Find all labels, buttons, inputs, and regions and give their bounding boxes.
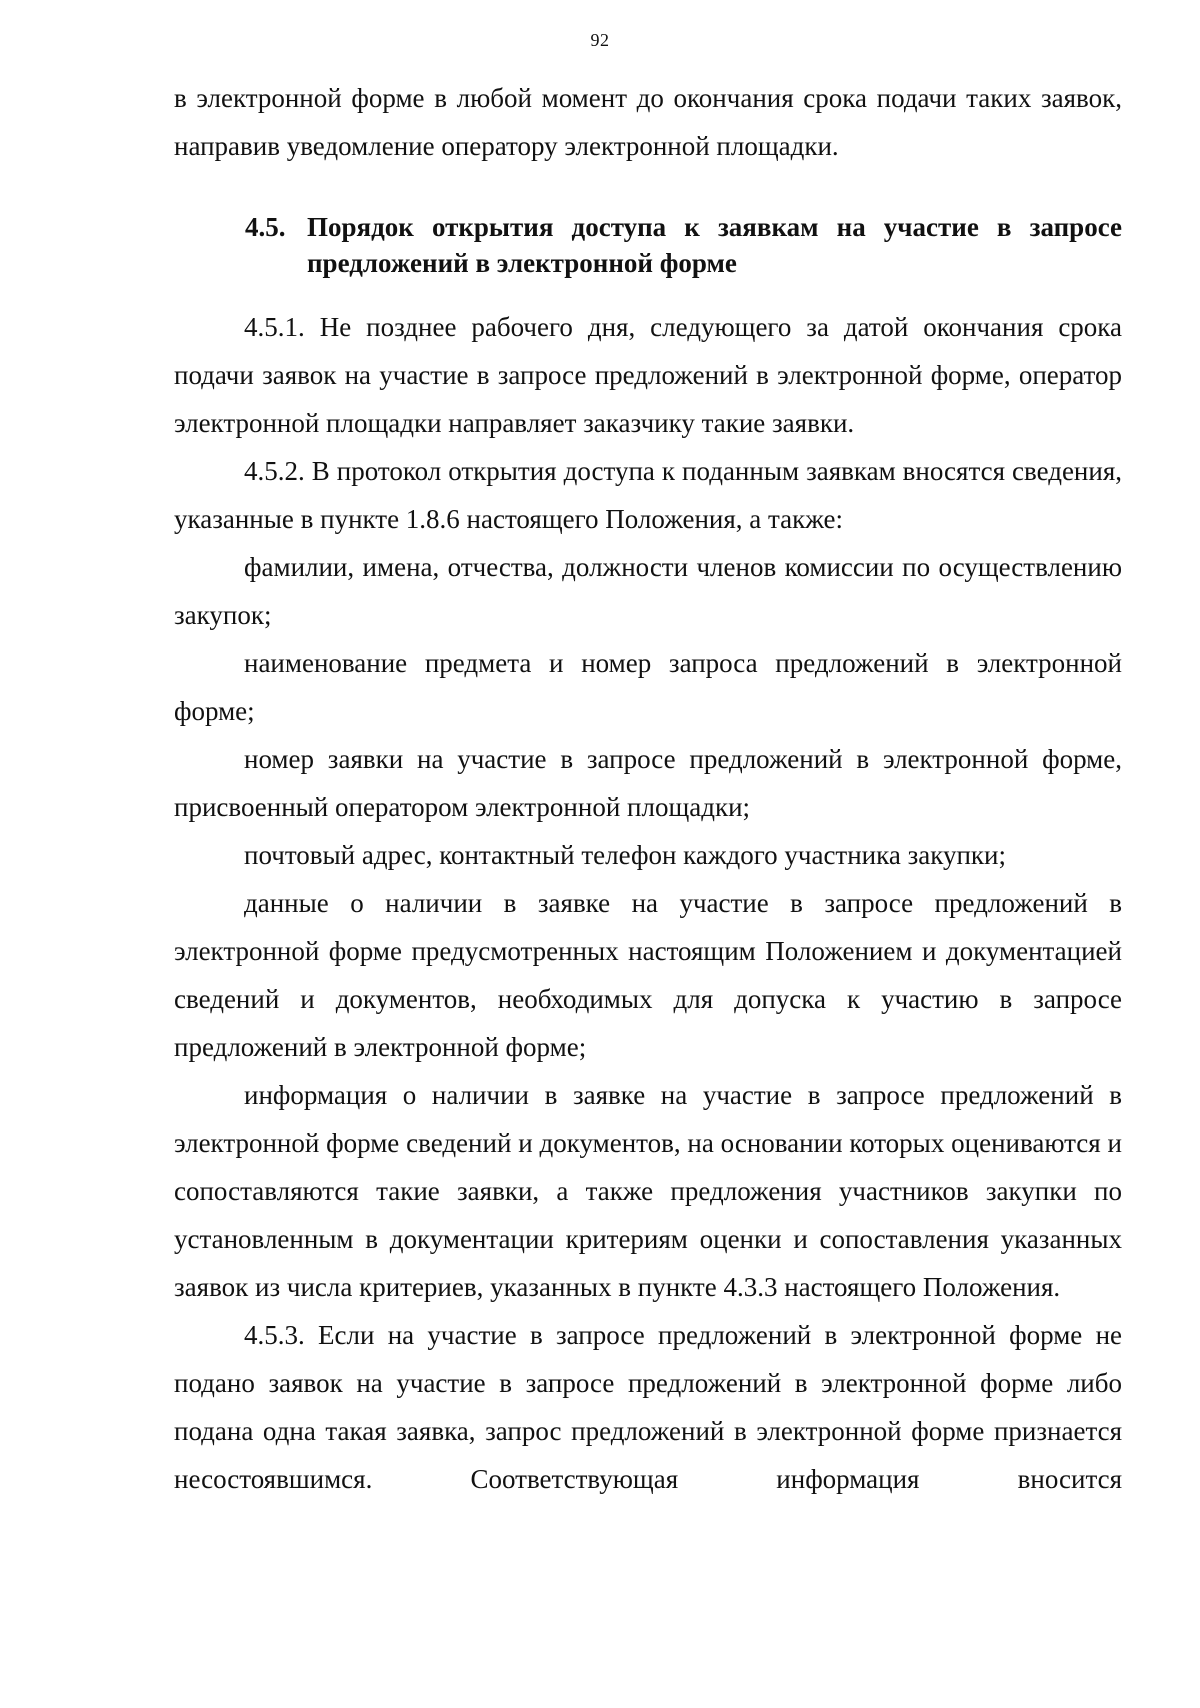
- section-heading-text: Порядок открытия доступа к заявкам на участие в запросе предложений в электронной форме: [307, 212, 1122, 278]
- section-heading-number: 4.5.: [245, 212, 286, 242]
- section-heading: [174, 209, 1122, 281]
- list-item-evaluation-info: информация о наличии в заявке на участие в запросе предложений в электронной форме сведений и документов, на основании которых оцениваются и сопоставляются такие заявки, а также предложения участников закупки по установленным в документации критериям оценки и сопоставления указанных заявок из числа критериев, указанных в пункте 4.3.3 настоящего Положения.: [174, 1080, 1122, 1302]
- list-item-application-number: номер заявки на участие в запросе предложений в электронной форме, присвоенный оператором электронной площадки;: [174, 744, 1122, 822]
- paragraph-4-5-2: 4.5.2. В протокол открытия доступа к поданным заявкам вносятся сведения, указанные в пункте 1.8.6 настоящего Положения, а также:: [174, 456, 1122, 534]
- page-number: 92: [590, 30, 610, 50]
- list-item-commission-members: фамилии, имена, отчества, должности членов комиссии по осуществлению закупок;: [174, 552, 1122, 630]
- list-item-postal-address: почтовый адрес, контактный телефон каждого участника закупки;: [244, 840, 1006, 870]
- list-item-subject-and-number: наименование предмета и номер запроса предложений в электронной форме;: [174, 648, 1122, 726]
- paragraph-4-5-1: 4.5.1. Не позднее рабочего дня, следующего за датой окончания срока подачи заявок на участие в запросе предложений в электронной форме, оператор электронной площадки направляет заказчику такие заявки.: [174, 312, 1122, 438]
- paragraph-4-5-3: 4.5.3. Если на участие в запросе предложений в электронной форме не подано заявок на участие в запросе предложений в электронной форме либо подана одна такая заявка, запрос предложений в электронной форме признается несостоявшимся. Соответствующая информация вносится: [174, 1320, 1122, 1494]
- list-item-admission-data: данные о наличии в заявке на участие в запросе предложений в электронной форме предусмотренных настоящим Положением и документацией сведений и документов, необходимых для допуска к участию в запросе предложений в электронной форме;: [174, 888, 1122, 1062]
- paragraph-continuation: в электронной форме в любой момент до окончания срока подачи таких заявок, направив уведомление оператору электронной площадки.: [174, 83, 1122, 161]
- document-body: [174, 74, 1122, 1503]
